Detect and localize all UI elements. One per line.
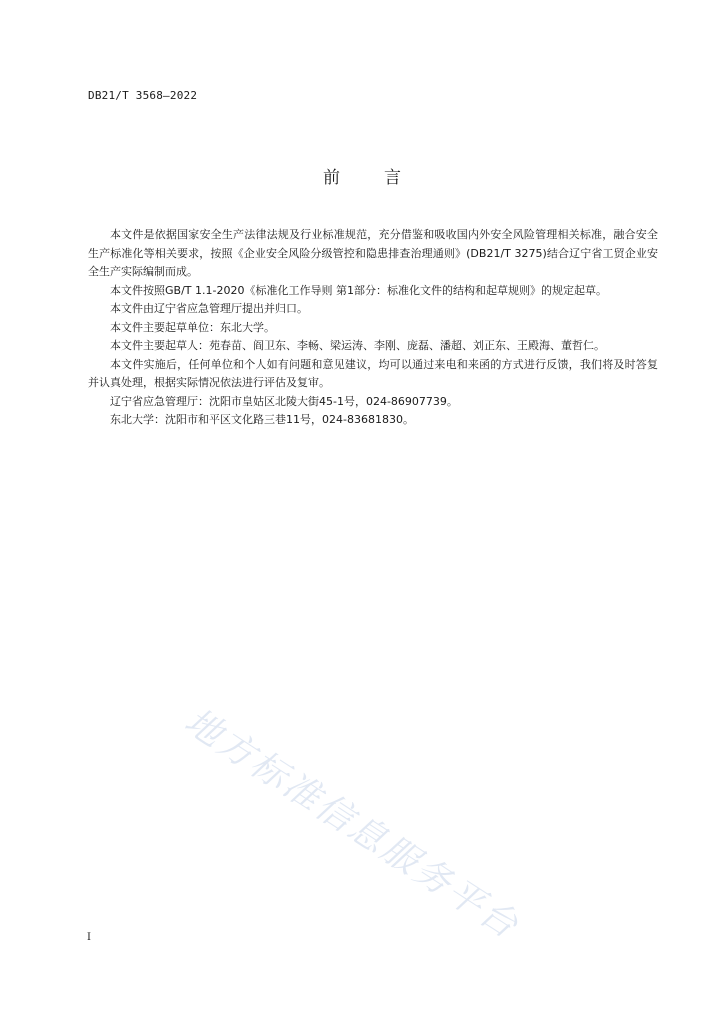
document-code: DB21/T 3568—2022 — [88, 89, 198, 102]
paragraph-contact-university: 东北大学：沈阳市和平区文化路三巷11号，024-83681830。 — [110, 413, 414, 426]
page-number: I — [87, 932, 91, 943]
paragraph-contact-department: 辽宁省应急管理厅：沈阳市皇姑区北陵大街45-1号，024-86907739。 — [110, 394, 458, 408]
paragraph-proposer: 本文件由辽宁省应急管理厅提出并归口。 — [110, 302, 308, 315]
paragraph-basis: 本文件是依据国家安全生产法律法规及行业标准规范，充分借鉴和吸收国内外安全风险管理相关标准，融合安全生产标准化等相关要求，按照《企业安全风险分级管控和隐患排查治理通则》(DB21/T 3275)结合辽宁省工贸企业安全生产实际编制而成。 — [88, 228, 658, 278]
page-title: 前言 — [323, 168, 445, 188]
preface-body — [88, 226, 658, 430]
paragraph-feedback: 本文件实施后，任何单位和个人如有问题和意见建议，均可以通过来电和来函的方式进行反馈，我们将及时答复并认真处理，根据实际情况依法进行评估及复审。 — [88, 357, 658, 389]
watermark: 地方标准信息服务平台 — [177, 700, 527, 948]
paragraph-drafting-rules: 本文件按照GB/T 1.1-2020《标准化工作导则 第1部分：标准化文件的结构和起草规则》的规定起草。 — [110, 283, 607, 297]
paragraph-drafters: 本文件主要起草人：苑春苗、阎卫东、李畅、梁运涛、李刚、庞磊、潘超、刘正东、王殿海、董哲仁。 — [110, 339, 605, 352]
paragraph-drafting-unit: 本文件主要起草单位：东北大学。 — [110, 320, 275, 334]
